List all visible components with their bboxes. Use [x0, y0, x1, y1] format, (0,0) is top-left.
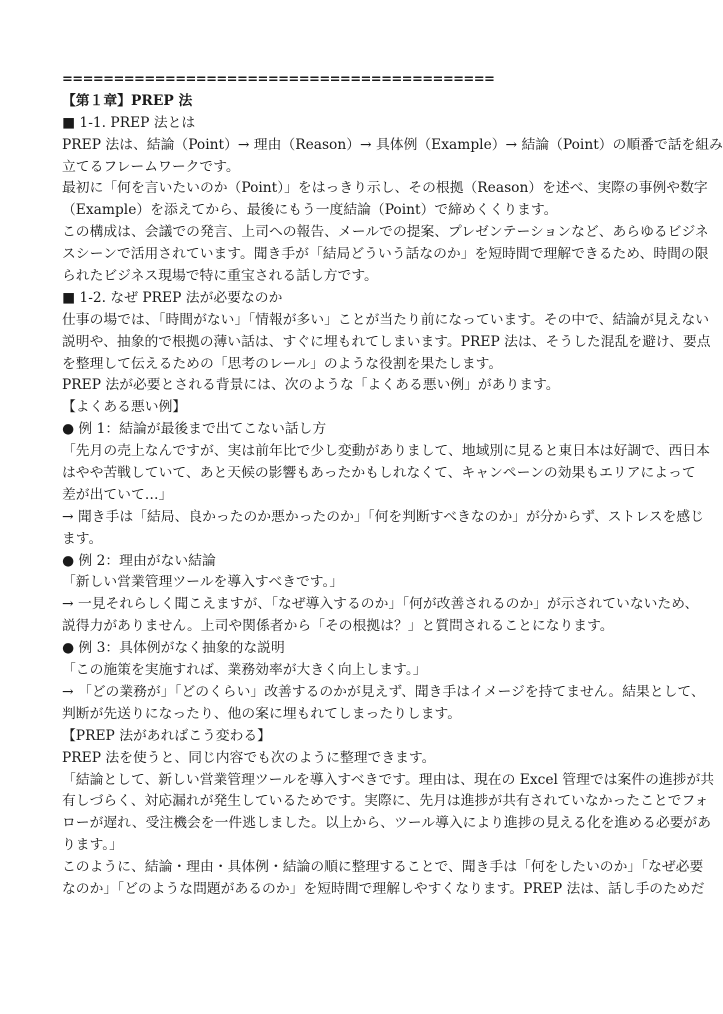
chapter-title: 【第１章】PREP 法 [62, 92, 193, 109]
quote-line: ります。」 [62, 837, 123, 854]
document-page [62, 69, 723, 901]
quote-line: 「この施策を実施すれば、業務効率が大きく向上します。」 [62, 662, 427, 679]
paragraph-line: PREP 法は、結論（Point）→ 理由（Reason）→ 具体例（Example）→ 結論（Point）の順番で話を組み [62, 136, 723, 153]
subheading: 【PREP 法があればこう変わる】 [62, 727, 271, 744]
paragraph-line: ます。 [62, 530, 103, 547]
quote-line: はやや苦戦していて、あと天候の影響もあったかもしれなくて、キャンペーンの効果もエリアによって [62, 465, 696, 482]
example-heading: ● 例 2：理由がない結論 [62, 552, 216, 569]
quote-line: ローが遅れ、受注機会を一件逃しました。以上から、ツール導入により進捗の見える化を進める必要があ [62, 815, 712, 832]
paragraph-line: PREP 法が必要とされる背景には、次のような「よくある悪い例」があります。 [62, 377, 560, 394]
paragraph-line: 説得力がありません。上司や関係者から「その根拠は？」と質問されることになります。 [62, 618, 614, 635]
quote-line: 「結論として、新しい営業管理ツールを導入すべきです。理由は、現在の Excel 管理では案件の進捗が共 [62, 771, 715, 788]
paragraph-line: → 聞き手は「結局、良かったのか悪かったのか」「何を判断すべきなのか」が分からず、ストレスを感じ [62, 508, 704, 525]
paragraph-line: → 「どの業務が」「どのくらい」改善するのかが見えず、聞き手はイメージを持てません。結果として、 [62, 683, 705, 700]
paragraph-line: スシーンで活用されています。聞き手が「結局どういう話なのか」を短時間で理解できるため、時間の限 [62, 246, 709, 263]
paragraph-line: 最初に「何を言いたいのか（Point）」をはっきり示し、その根拠（Reason）を述べ、実際の事例や数字 [62, 180, 708, 197]
paragraph-line: この構成は、会議での発言、上司への報告、メールでの提案、プレゼンテーションなど、あらゆるビジネ [62, 224, 709, 241]
paragraph-line: なのか」「どのような問題があるのか」を短時間で理解しやすくなります。PREP 法は、話し手のためだ [62, 880, 705, 897]
subheading: 【よくある悪い例】 [62, 399, 187, 416]
paragraph-line: 説明や、抽象的で根拠の薄い話は、すぐに埋もれてしまいます。PREP 法は、そうした混乱を避け、要点 [62, 333, 711, 350]
paragraph-line: 判断が先送りになったり、他の案に埋もれてしまったりします。 [62, 705, 462, 722]
example-heading: ● 例 3：具体例がなく抽象的な説明 [62, 640, 285, 657]
quote-line: 差が出ていて…」 [62, 486, 173, 503]
paragraph-line: 仕事の場では、「時間がない」「情報が多い」ことが当たり前になっています。その中で、結論が見えない [62, 311, 710, 328]
quote-line: 有しづらく、対応漏れが発生しているためです。実際に、先月は進捗が共有されていなかったことでフォ [62, 793, 709, 810]
paragraph-line: 立てるフレームワークです。 [62, 158, 240, 175]
paragraph-line: → 一見それらしく聞こえますが、「なぜ導入するのか」「何が改善されるのか」が示されていないため、 [62, 596, 699, 613]
separator-line: ========================================== [62, 72, 495, 87]
section-heading: ■ 1-2. なぜ PREP 法が必要なのか [62, 289, 283, 306]
paragraph-line: られたビジネス現場で特に重宝される話し方です。 [62, 268, 378, 285]
paragraph-line: を整理して伝えるための「思考のレール」のような役割を果たします。 [62, 355, 503, 372]
example-heading: ● 例 1：結論が最後まで出てこない話し方 [62, 421, 327, 438]
section-heading: ■ 1-1. PREP 法とは [62, 114, 196, 131]
quote-line: 「新しい営業管理ツールを導入すべきです。」 [62, 574, 344, 591]
quote-line: 「先月の売上なんですが、実は前年比で少し変動がありまして、地域別に見ると東日本は好調で、西日本 [62, 443, 710, 460]
paragraph-line: PREP 法を使うと、同じ内容でも次のように整理できます。 [62, 749, 436, 766]
paragraph-line: （Example）を添えてから、最後にもう一度結論（Point）で締めくくります。 [62, 202, 558, 219]
paragraph-line: このように、結論・理由・具体例・結論の順に整理することで、聞き手は「何をしたいのか」「なぜ必要 [62, 859, 704, 876]
